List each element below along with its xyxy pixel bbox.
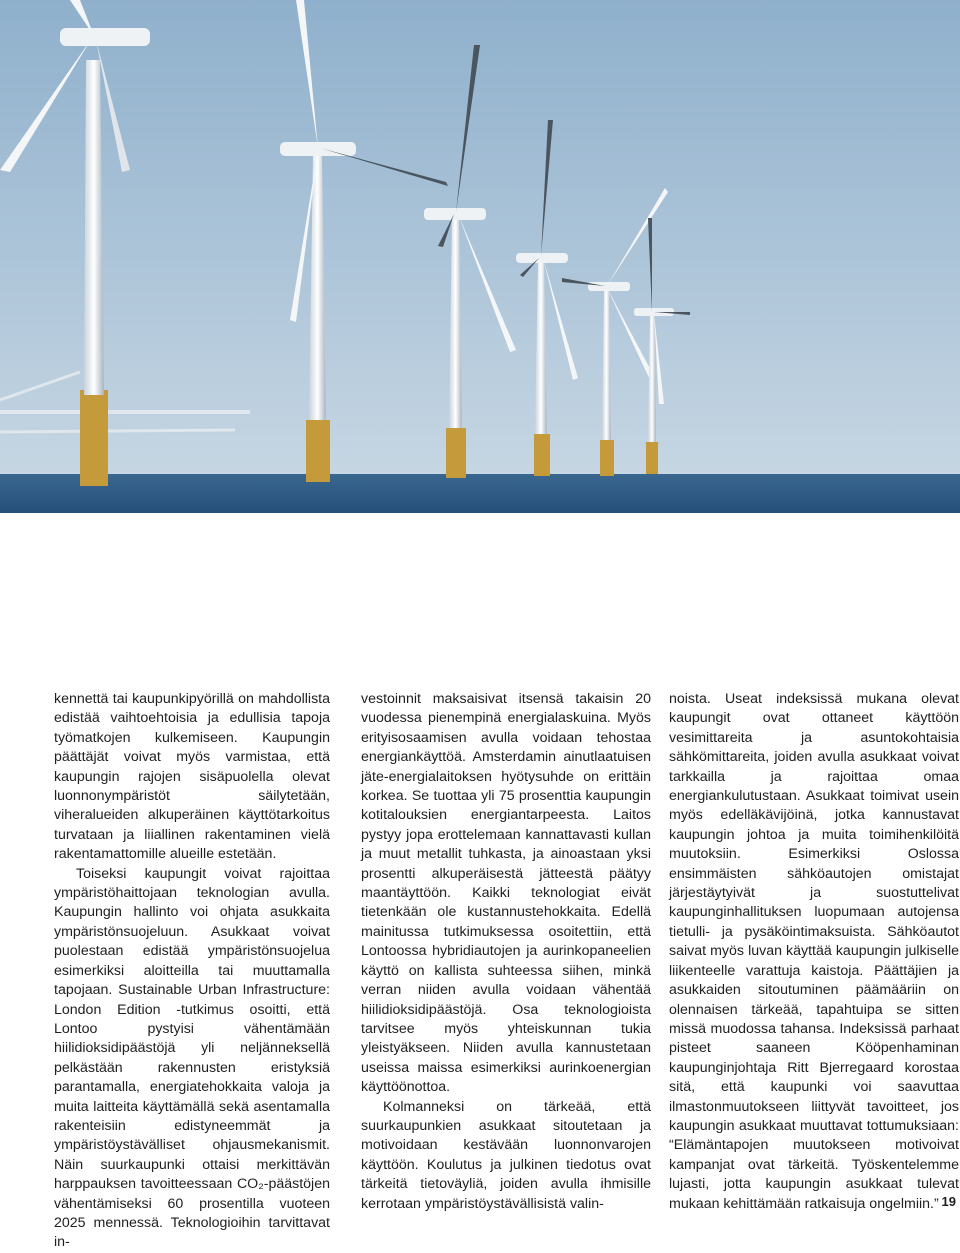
paragraph: Kolmanneksi on tärkeää, että suurkaupunkien asukkaat sitoutetaan ja motivoidaan kestävään luonnonvarojen käyttöön. Koulutus ja julkinen tiedotus ovat tärkeitä tietoväyliä, joiden avulla ihmisille kerrotaan ympäristöystävällisistä valin- — [361, 1098, 651, 1212]
paragraph: Toiseksi kaupungit voivat rajoittaa ympäristöhaittojaan teknologian avulla. Kaupungin hallinto voi ohjata asukkaita ympäristönsuojeluun. Asukkaat voivat puolestaan edistää ympäristönsuojelua esimerkiksi aloitteilla tai muuttamalla tapojaan. Sustainable Urban Infrastructure: London Edition -tutkimus osoitti, että Lontoo pystyisi vähentämään hiilidioksidipäästöjä yli neljänneksellä pelkästään rakennusten eristyksiä parantamalla, energiatehokkaita valoja ja muita laitteita käyttämällä sekä asentamalla rakenteisiin edistyneemmät ja ympäristöystävälliset ohjausmekanismit. Näin suurkaupunki ottaisi merkittävän harppauksen tavoitteessaan CO₂-päästöjen vähentämiseksi 60 prosentilla vuoteen 2025 mennessä. Teknologioihin tarvittavat in- — [54, 865, 330, 1251]
wind-turbine-photo — [0, 0, 960, 513]
text-column-2 — [361, 690, 651, 1214]
paragraph: noista. Useat indeksissä mukana olevat kaupungit ovat ottaneet käyttöön vesimittareita ja asuntokohtaisia sähkömittareita, joiden avulla asukkaat voivat tarkkailla ja rajoittaa omaa energiankulutustaan. Asukkaat toimivat usein myös edelläkävijöinä, jotka kannustavat kaupungin johtoa ja muita toimihenkilöitä muutoksiin. Esimerkiksi Oslossa ensimmäisten sähköautojen omistajat järjestäytyivät ja suostuttelivat kaupunginhallituksen luopumaan autojensa tietulli- ja pysäköintimaksuista. Sähköautot saivat myös luvan käyttää kaupungin julkiselle liikenteelle varattuja kaistoja. Päättäjien ja asukkaiden sitoutuminen päämääriin on olennaisen tärkeää, tapahtuipa se sitten missä muodossa tahansa. Indeksissä parhaat pisteet saaneen Kööpenhaminan kaupunginjohtaja Ritt Bjerregaard korostaa sitä, että kaupunki voi saavuttaa ilmastonmuutokseen liittyvät tavoitteet, jos kaupungin asukkaat muuttavat tottumuksiaan: “Elämäntapojen muutokseen motivoivat kampanjat ovat tärkeitä. Työskentelemme lujasti, jotta kaupungin asukkaat tulevat mukaan kehittämään ratkaisuja ongelmiin.” — [669, 691, 959, 1212]
page-number: 19 — [941, 1194, 956, 1209]
offshore-wind-farm-illustration — [0, 0, 960, 513]
text-column-1 — [54, 690, 330, 1253]
paragraph: kennettä tai kaupunkipyörillä on mahdollista edistää vaihtoehtoisia ja edullisia tapoja työmatkojen kulkemiseen. Kaupungin päättäjät voivat myös varmistaa, että kaupungin rajojen sisäpuolella olevat luonnonympäristöt säilytetään, viheralueiden alkuperäinen käyttötarkoitus turvataan ja liiallinen rakentaminen vielä rakentamattomille alueille estetään. — [54, 691, 330, 863]
paragraph: vestoinnit maksaisivat itsensä takaisin 20 vuodessa pienempinä energialaskuina. Myös erityisosaamisen avulla voidaan tehostaa energiankäyttöä. Amsterdamin ainutlaatuisen jäte-energialaitoksen hyötysuhde on erittäin korkea. Se tuottaa yli 75 prosenttia kaupungin kotitalouksien energiantarpeesta. Laitos pystyy jopa erottelemaan kannattavasti kullan ja muut metallit tuhkasta, ja ainoastaan yksi prosentti alkuperäisestä jätteestä päätyy maantäyttöön. Kaikki teknologiat eivät tietenkään ole kustannustehokkaita. Edellä mainitussa tutkimuksessa osoitettiin, että Lontoossa hybridiautojen ja aurinkopaneelien käyttö on kallista suhteessa siihen, minkä verran niiden avulla voidaan vähentää hiilidioksidipäästöjä. Osa teknologioista tarvitsee myös yhteiskunnan tukia yleistyäkseen. Niiden avulla kannustetaan useissa maissa esimerkiksi aurinkoenergian käyttöönottoa. — [361, 691, 651, 1096]
text-column-3 — [669, 690, 959, 1214]
